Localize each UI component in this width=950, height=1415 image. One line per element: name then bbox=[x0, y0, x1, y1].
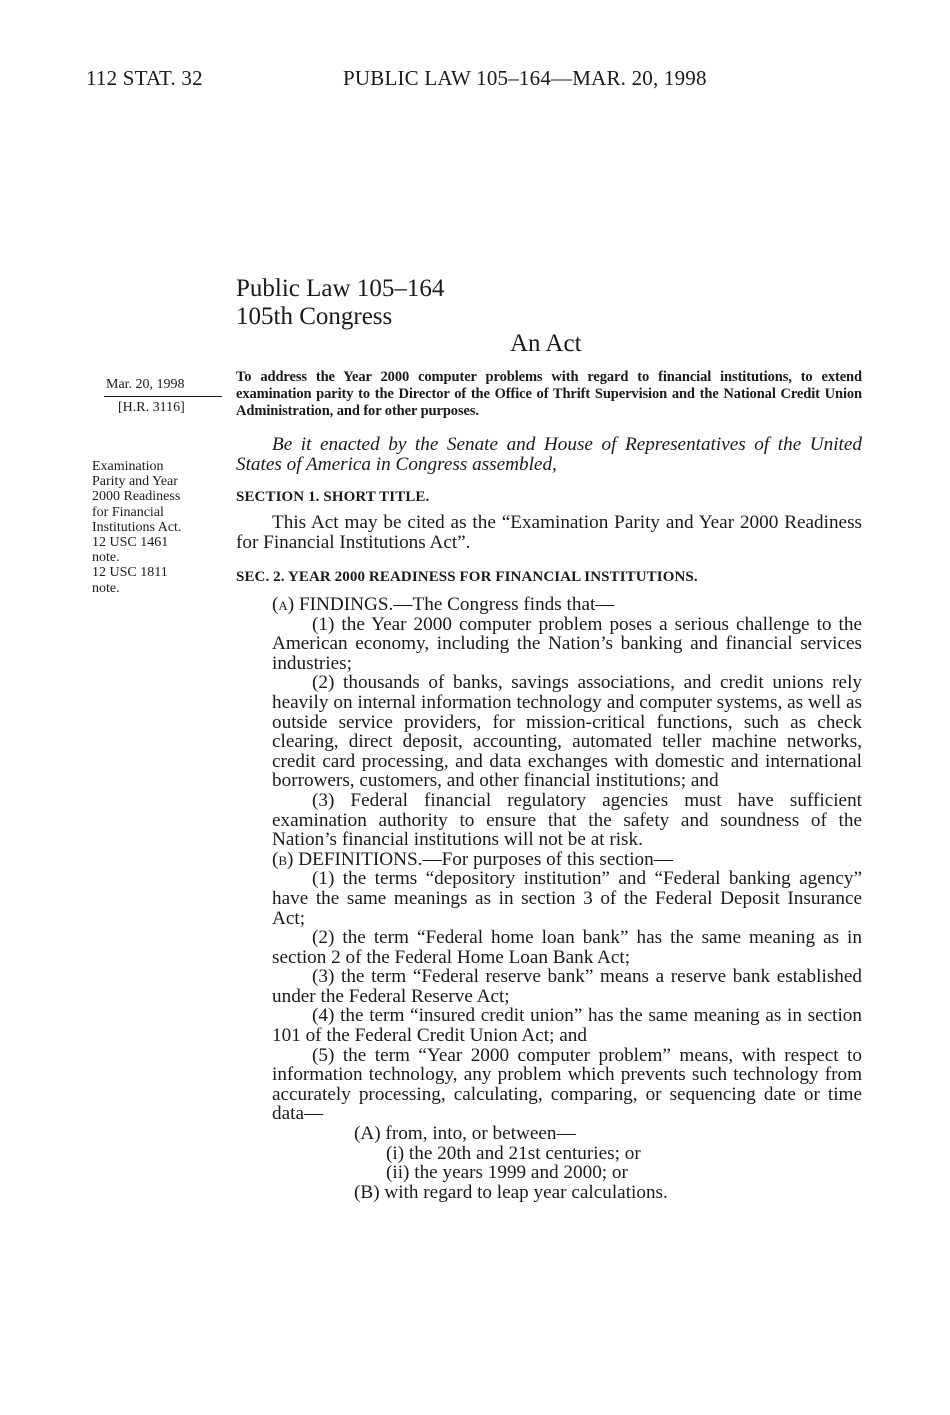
definition-item: (4) the term “insured credit union” has the same meaning as in section 101 of the Federal Credit Union Act; and bbox=[272, 1005, 862, 1047]
margin-note-line: Institutions Act. bbox=[92, 519, 182, 535]
act-purpose: To address the Year 2000 computer problems with regard to financial institutions, to extend examination parity to the Director of the Office of Thrift Supervision and the National Credit Union Administration, and for other purposes. bbox=[236, 369, 862, 419]
page-header-right: PUBLIC LAW 105–164—MAR. 20, 1998 bbox=[343, 66, 707, 90]
margin-note-line: note. bbox=[92, 550, 120, 566]
enacting-clause: Be it enacted by the Senate and House of Representatives of the United States of America in Congress assembled, bbox=[236, 434, 862, 475]
finding-item: (1) the Year 2000 computer problem poses a serious challenge to the American economy, including the Nation’s banking and financial services industries; bbox=[272, 613, 862, 674]
public-law-title: Public Law 105–164 bbox=[236, 275, 445, 302]
section-1-heading: SECTION 1. SHORT TITLE. bbox=[236, 489, 430, 505]
definitions-lead bbox=[236, 850, 862, 870]
section-1-text: This Act may be cited as the “Examination Parity and Year 2000 Readiness for Financial Institutions Act”. bbox=[236, 512, 862, 553]
margin-note-line: 12 USC 1461 bbox=[92, 535, 169, 551]
margin-date-text: Mar. 20, 1998 bbox=[106, 377, 185, 392]
finding-item: (3) Federal financial regulatory agencies must have sufficient examination authority to ensure that the safety and soundness of the Nation’s financial institutions will not be at risk. bbox=[272, 789, 862, 851]
subparagraph-a: (A) from, into, or between— bbox=[354, 1123, 576, 1145]
findings-lead bbox=[236, 595, 862, 615]
definition-item: (2) the term “Federal home loan bank” has the same meaning as in section 2 of the Federal Home Loan Bank Act; bbox=[272, 927, 862, 968]
findings-label: (a) FINDINGS. bbox=[272, 594, 394, 615]
section-2-heading: SEC. 2. YEAR 2000 READINESS FOR FINANCIAL INSTITUTIONS. bbox=[236, 569, 698, 585]
clause-i: (i) the 20th and 21st centuries; or bbox=[386, 1142, 641, 1164]
definitions-lead-text: —For purposes of this section— bbox=[422, 848, 673, 870]
margin-note-line: for Financial bbox=[92, 504, 164, 520]
margin-note-line: 2000 Readiness bbox=[92, 489, 181, 505]
margin-note-line: 12 USC 1811 bbox=[92, 565, 168, 581]
margin-notes bbox=[92, 459, 222, 596]
definition-item: (3) the term “Federal reserve bank” means a reserve bank established under the Federal Reserve Act; bbox=[272, 966, 862, 1007]
finding-item: (2) thousands of banks, savings associations, and credit unions rely heavily on internal information technology and computer systems, as well as outside service providers, for mission-critical functions, such as check clearing, direct deposit, accounting, automated teller machine networks, credit card processing, and data exchanges with domestic and international borrowers, customers, and other financial institutions; and bbox=[272, 672, 862, 792]
definition-item: (1) the terms “depository institution” and “Federal banking agency” have the same meanings as in section 3 of the Federal Deposit Insurance Act; bbox=[272, 868, 862, 929]
clause-ii: (ii) the years 1999 and 2000; or bbox=[386, 1162, 628, 1184]
definitions-label: (b) DEFINITIONS. bbox=[272, 848, 423, 870]
definition-item: (5) the term “Year 2000 computer problem” means, with respect to information technology, any problem which prevents such technology from accurately processing, calculating, comparing, or sequencing date or time data— bbox=[272, 1044, 862, 1125]
margin-date bbox=[104, 377, 222, 397]
margin-note-line: Parity and Year bbox=[92, 474, 178, 490]
margin-bill-number: [H.R. 3116] bbox=[118, 400, 185, 415]
margin-note-line: note. bbox=[92, 580, 120, 596]
act-heading: An Act bbox=[510, 330, 582, 357]
section-2-body bbox=[236, 595, 862, 1202]
subparagraph-b: (B) with regard to leap year calculations. bbox=[354, 1181, 668, 1203]
findings-lead-text: —The Congress finds that— bbox=[393, 594, 615, 615]
congress-title: 105th Congress bbox=[236, 303, 393, 330]
margin-note-line: Examination bbox=[92, 459, 164, 474]
page-header-left: 112 STAT. 32 bbox=[86, 66, 203, 90]
